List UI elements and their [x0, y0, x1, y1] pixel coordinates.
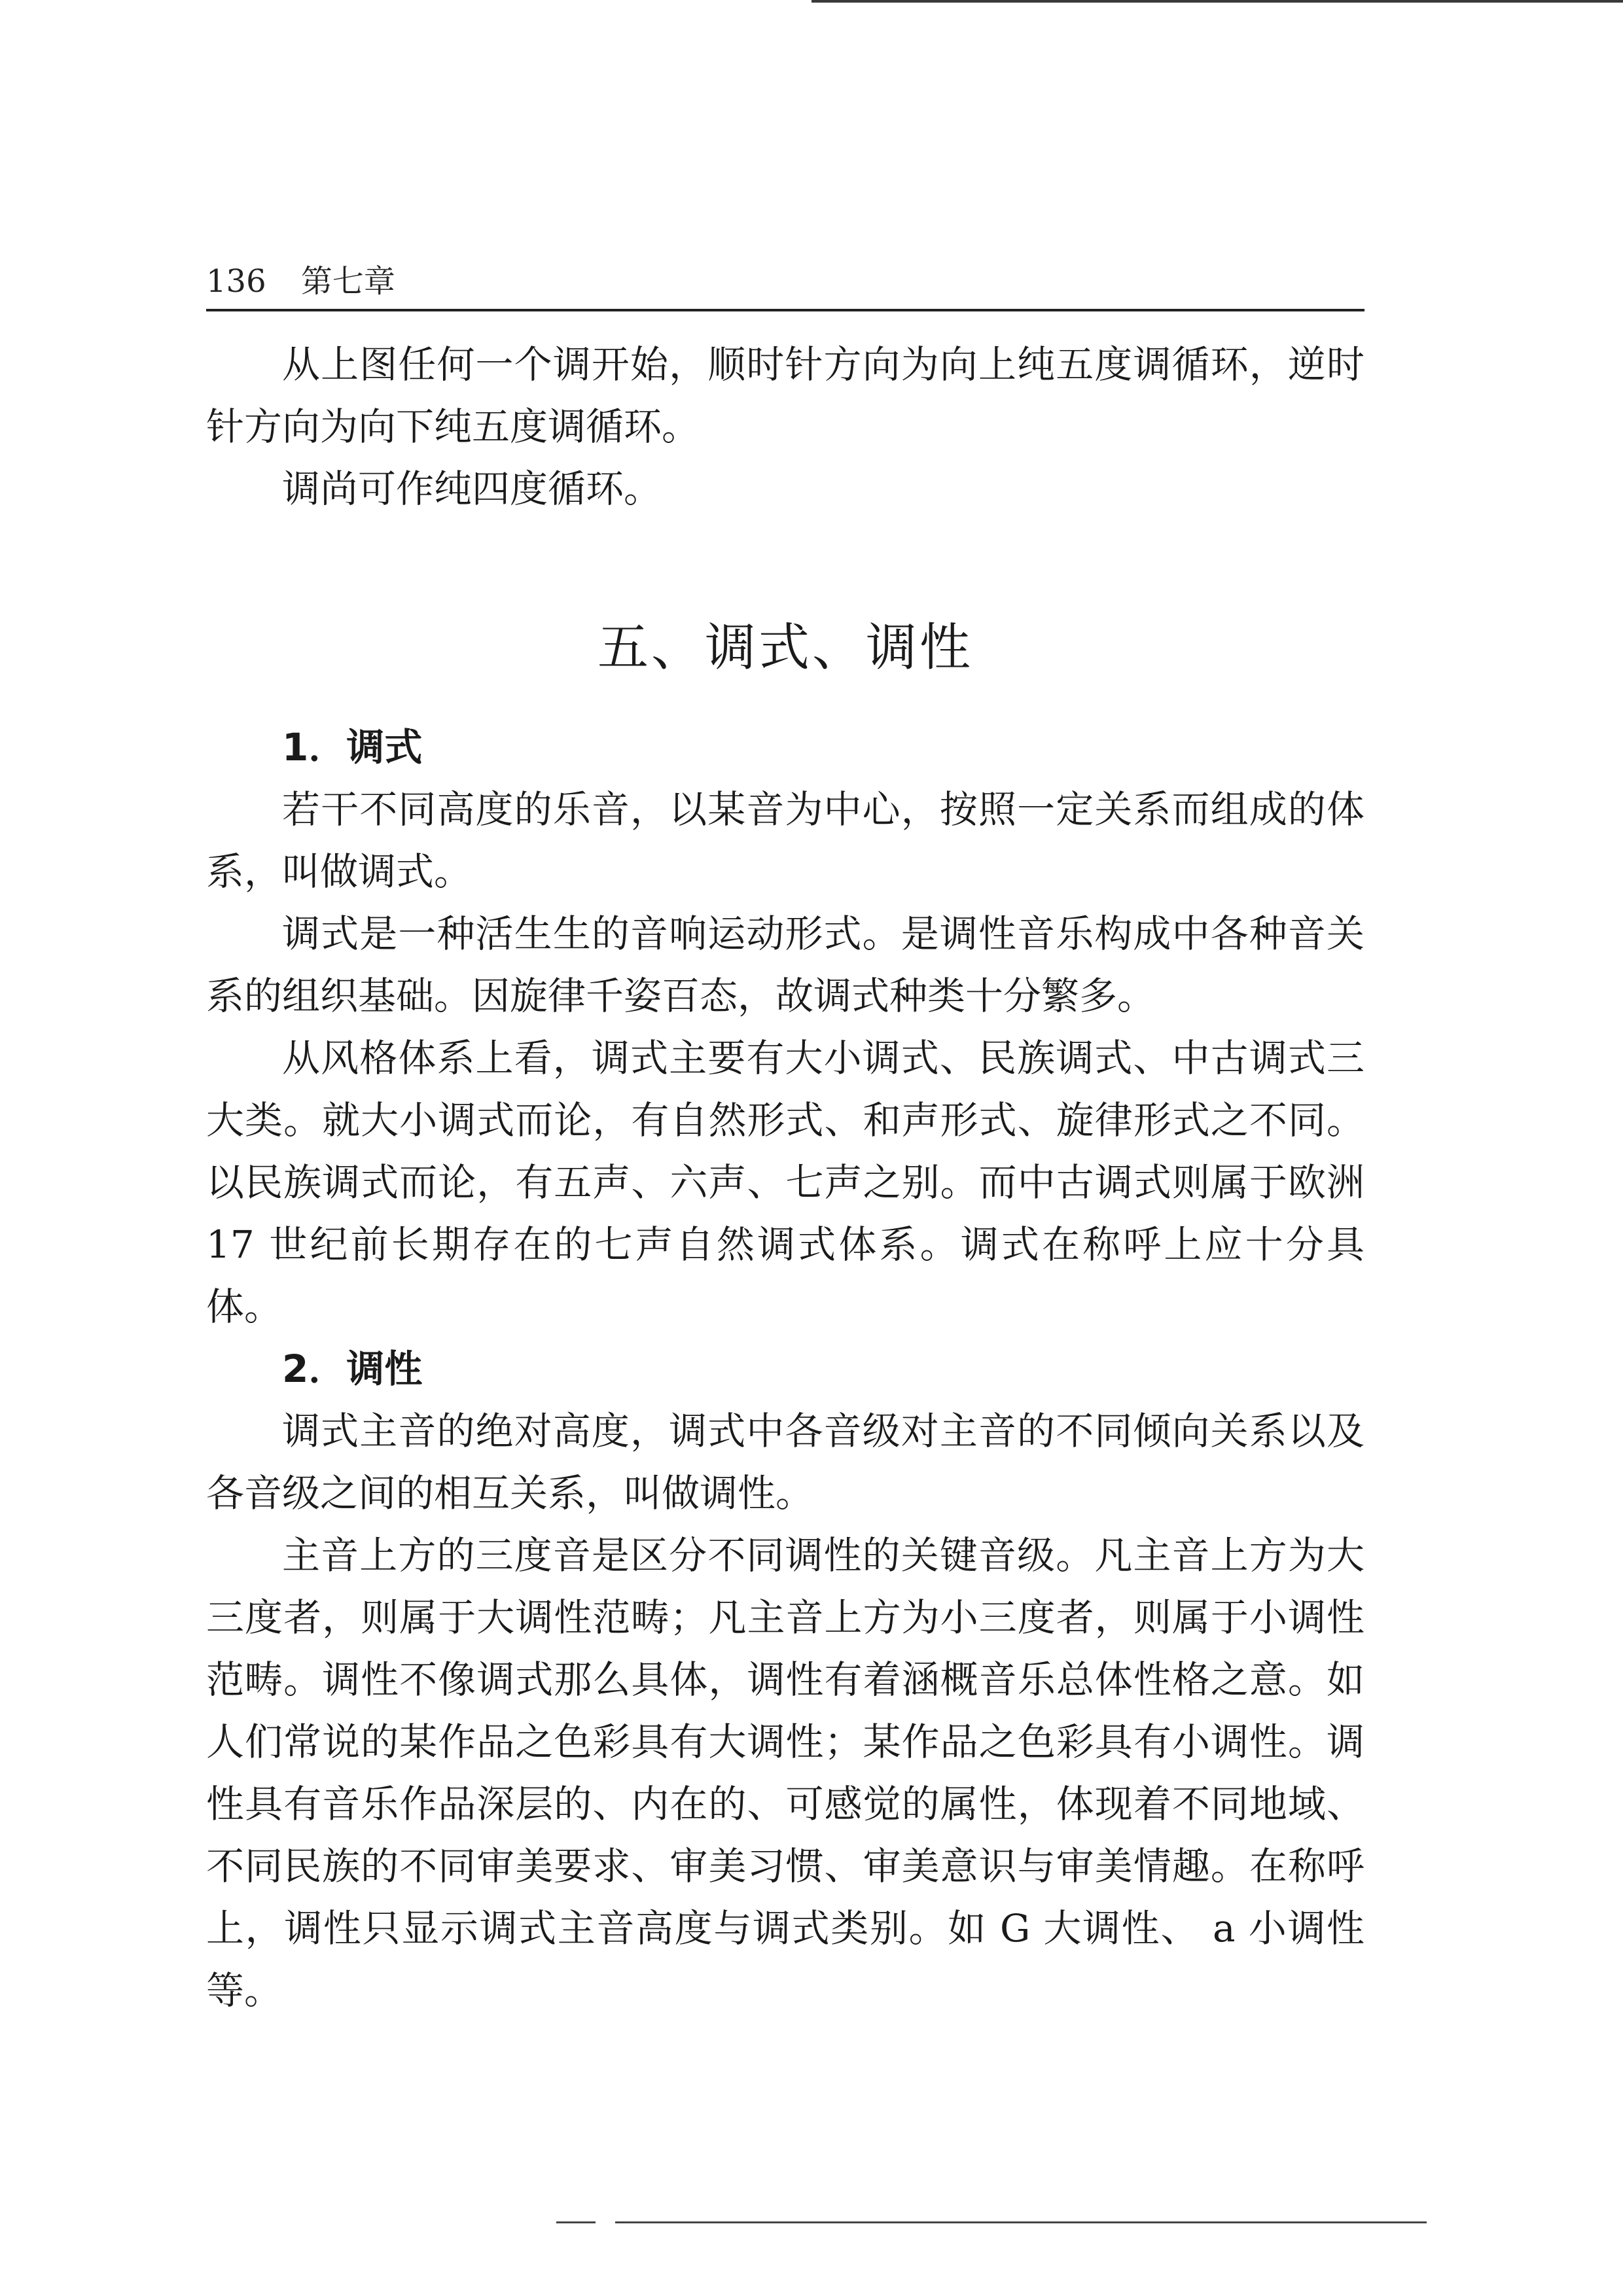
tonality-paragraph-1: 调式主音的绝对高度，调式中各音级对主音的不同倾向关系以及各音级之间的相互关系，叫做调性。 [206, 1409, 1364, 1515]
mode-paragraph-1: 若干不同高度的乐音，以某音为中心，按照一定关系而组成的体系，叫做调式。 [206, 787, 1364, 894]
intro-paragraph-2: 调尚可作纯四度循环。 [282, 467, 662, 511]
subsection-heading-mode: 1．调式 [282, 725, 423, 769]
running-header [206, 262, 395, 301]
mode-paragraph-2: 调式是一种活生生的音响运动形式。是调性音乐构成中各种音关系的组织基础。因旋律千姿百态，故调式种类十分繁多。 [206, 911, 1364, 1018]
page-number: 136 [206, 263, 266, 300]
section-title: 五、调式、调性 [597, 618, 973, 677]
subsection-heading-tonality: 2．调性 [282, 1347, 423, 1391]
page-body [206, 334, 1364, 2022]
top-edge-rule [812, 0, 1623, 3]
intro-paragraph-1: 从上图任何一个调开始，顺时针方向为向上纯五度调循环，逆时针方向为向下纯五度调循环。 [206, 342, 1364, 449]
tonality-paragraph-2: 主音上方的三度音是区分不同调性的关键音级。凡主音上方为大三度者，则属于大调性范畴；凡主音上方为小三度者，则属于小调性范畴。调性不像调式那么具体，调性有着涵概音乐总体性格之意。如人们常说的某作品之色彩具有大调性；某作品之色彩具有小调性。调性具有音乐作品深层的、内在的、可感觉的属性，体现着不同地域、不同民族的不同审美要求、审美习惯、审美意识与审美情趣。在称呼上，调性只显示调式主音高度与调式类别。如 G 大调性、 a 小调性等。 [206, 1533, 1364, 2013]
mode-paragraph-3: 从风格体系上看，调式主要有大小调式、民族调式、中古调式三大类。就大小调式而论，有自然形式、和声形式、旋律形式之不同。以民族调式而论，有五声、六声、七声之别。而中古调式则属于欧洲 17 世纪前长期存在的七声自然调式体系。调式在称呼上应十分具体。 [206, 1036, 1364, 1329]
chapter-label: 第七章 [300, 263, 395, 300]
spacer [206, 520, 1364, 612]
header-rule [206, 309, 1364, 311]
scan-footer-dash [556, 2221, 596, 2223]
scan-footer-line [615, 2221, 1427, 2223]
